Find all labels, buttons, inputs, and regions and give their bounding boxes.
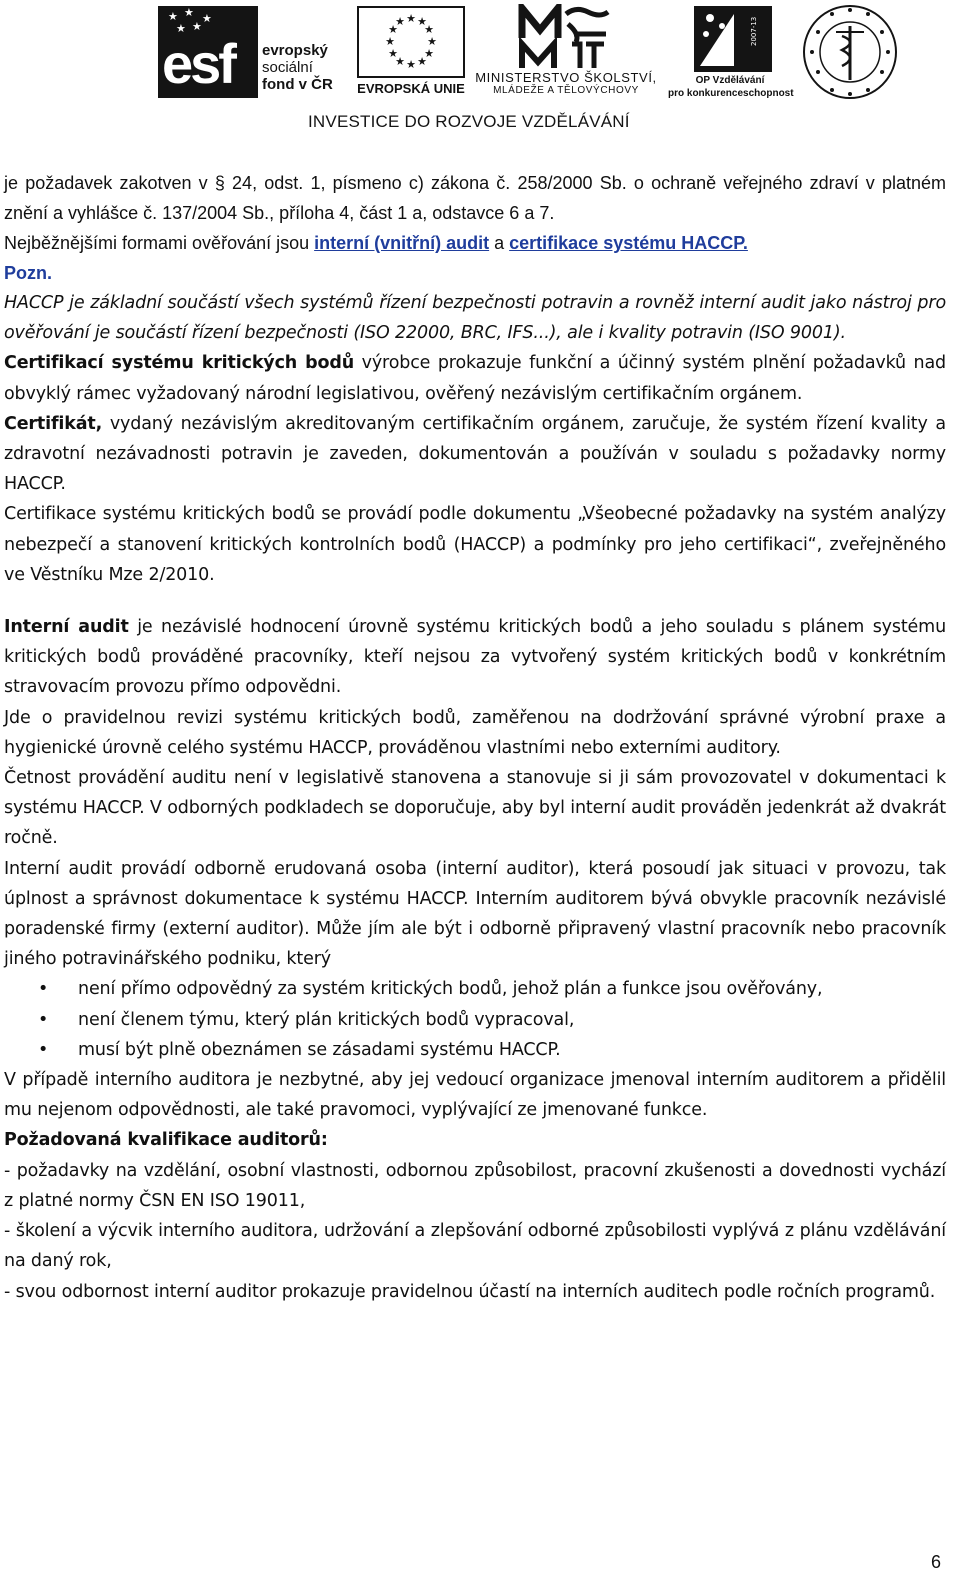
text-fragment: výrobce prokazuje funkční a účinný systém plnění požadavků nad obvyklý rámec vyžadovaný národní legislativou, ověřený nezávislým certifikačním orgánem. xyxy=(4,353,946,404)
auditor-requirements-list xyxy=(4,974,946,1065)
university-seal-icon xyxy=(798,2,902,102)
document-body xyxy=(4,168,946,1307)
svg-text:2007-13: 2007-13 xyxy=(750,16,758,46)
spacer xyxy=(4,590,946,612)
list-item: • není přímo odpovědný za systém kritických bodů, jehož plán a funkce jsou ověřovány, xyxy=(78,974,946,1004)
op-logo xyxy=(668,6,792,100)
bold-term: Certifikát, xyxy=(4,413,103,434)
svg-text:★: ★ xyxy=(424,23,434,36)
header-tagline: INVESTICE DO ROZVOJE VZDĚLÁVÁNÍ xyxy=(308,112,630,131)
page-number: 6 xyxy=(931,1552,942,1572)
list-item: • musí být plně obeznámen se zásadami systému HACCP. xyxy=(78,1035,946,1065)
dash-item: - požadavky na vzdělání, osobní vlastnosti, odbornou způsobilost, pracovní zkušenosti a dovednosti vychází z platné normy ČSN EN ISO 19011, xyxy=(4,1160,946,1211)
esf-line: sociální xyxy=(262,59,313,76)
page-header xyxy=(0,0,960,140)
svg-text:★: ★ xyxy=(385,35,395,48)
paragraph-legislation: je požadavek zakotven v § 24, odst. 1, písmeno c) zákona č. 258/2000 Sb. o ochraně veřejného zdraví v platném znění a vyhlášce č. 137/2004 Sb., příloha 4, část 1 a, odstavce 6 a 7. xyxy=(4,173,946,223)
op-line2: pro konkurenceschopnost xyxy=(668,88,794,99)
esf-line: fond v ČR xyxy=(262,76,333,93)
paragraph-certification-document: Certifikace systému kritických bodů se provádí podle dokumentu „Všeobecné požadavky na systém analýzy nebezpečí a stanovení kritických kontrolních bodů (HACCP) a podmínky pro jeho certifikaci“, zveřejněného ve Věstníku Mze 2/2010. xyxy=(4,504,946,585)
svg-text:★: ★ xyxy=(388,23,398,36)
esf-letters: esf xyxy=(162,32,234,95)
list-item: • není členem týmu, který plán kritických bodů vypracoval, xyxy=(78,1005,946,1035)
dash-item: - svou odbornost interní auditor prokazuje pravidelnou účastí na interních auditech podle ročních programů. xyxy=(4,1281,936,1302)
svg-text:★: ★ xyxy=(388,47,398,60)
text-fragment: vydaný nezávislým akreditovaným certifikačním orgánem, zaručuje, že systém řízení kvality a zdravotní nezávadnosti potravin je zaveden, dokumentován a používán v souladu s požadavky normy HACCP. xyxy=(4,413,946,495)
msmt-logo xyxy=(468,4,664,100)
text-fragment: Nejběžnějšími formami ověřování jsou xyxy=(4,233,315,253)
msmt-mark-icon xyxy=(516,4,616,70)
eu-logo xyxy=(355,6,467,98)
svg-text:★: ★ xyxy=(424,47,434,60)
eu-flag xyxy=(357,6,465,78)
university-seal xyxy=(798,2,902,102)
paragraph-certification xyxy=(4,348,946,408)
svg-text:★: ★ xyxy=(417,15,427,28)
esf-logo xyxy=(158,6,348,98)
dash-item: - školení a výcvik interního auditora, udržování a zlepšování odborné způsobilosti vyplývá z plánu vzdělávání na daný rok, xyxy=(4,1221,946,1272)
internal-audit-link[interactable]: interní (vnitřní) audit xyxy=(314,233,490,253)
esf-line: evropský xyxy=(262,42,328,59)
eu-label: EVROPSKÁ UNIE xyxy=(357,81,465,96)
op-line1: OP Vzdělávání xyxy=(695,75,765,86)
bold-heading: Požadovaná kvalifikace auditorů: xyxy=(4,1130,328,1151)
svg-text:★: ★ xyxy=(395,55,405,68)
msmt-line2: MLÁDEŽE A TĚLOVÝCHOVY xyxy=(493,85,639,96)
svg-text:★: ★ xyxy=(406,58,416,71)
svg-text:★: ★ xyxy=(406,12,416,25)
haccp-certification-link[interactable]: certifikace systému HACCP. xyxy=(509,233,748,253)
note-paragraph: HACCP je základní součástí všech systémů řízení bezpečnosti potravin a rovněž interní audit jako nástroj pro ověřování je součástí řízení bezpečnosti (ISO 22000, BRC, IFS...), ale i kvality potravin (ISO 9001). xyxy=(4,293,946,344)
paragraph-auditor: Interní audit provádí odborně erudovaná osoba (interní auditor), která posoudí jak situaci v provozu, tak úplnost a správnost dokumentace k systému HACCP. Interním auditorem bývá obvykle pracovník nezávislé poradenské firmy (externí auditor). Může jím ale být i odborně připravený vlastní pracovník nebo pracovník jiného potravinářského podniku, který xyxy=(4,858,946,970)
svg-text:★: ★ xyxy=(395,15,405,28)
text-fragment: a xyxy=(489,233,510,253)
paragraph-verification-forms xyxy=(4,228,946,258)
svg-text:★: ★ xyxy=(417,55,427,68)
op-mark-icon xyxy=(694,6,772,72)
bold-term: Interní audit xyxy=(4,617,129,638)
esf-mark: ★ ★ ★ ★ ★ esf xyxy=(158,6,258,98)
qualification-heading xyxy=(4,1125,946,1155)
paragraph-certificate xyxy=(4,409,946,500)
text-fragment: je nezávislé hodnocení úrovně systému kritických bodů a jeho souladu s plánem systému kritických bodů prováděné pracovníky, kteří nejsou za vytvořený systém kritických bodů v konkrétním stravovacím provozu přímo odpovědni. xyxy=(4,617,947,698)
note-label: Pozn. xyxy=(4,263,52,283)
paragraph-internal-audit xyxy=(4,612,946,703)
paragraph-frequency: Četnost provádění auditu není v legislativě stanovena a stanovuje si ji sám provozovatel v dokumentaci k systému HACCP. V odborných podkladech se doporučuje, aby byl interní audit prováděn jedenkrát až dvakrát ročně. xyxy=(4,768,946,849)
paragraph-appointment: V případě interního auditora je nezbytné, aby jej vedoucí organizace jmenoval interním auditorem a přidělil mu nejenom odpovědnosti, ale také pravomoci, vyplývající ze jmenované funkce. xyxy=(4,1070,946,1121)
svg-text:★: ★ xyxy=(427,35,437,48)
bold-term: Certifikací systému kritických bodů xyxy=(4,353,355,374)
paragraph-revision: Jde o pravidelnou revizi systému kritických bodů, zaměřenou na dodržování správné výrobní praxe a hygienické úrovně celého systému HACCP, prováděnou vlastními nebo externími auditory. xyxy=(4,707,946,758)
msmt-line1: MINISTERSTVO ŠKOLSTVÍ, xyxy=(475,70,657,85)
eu-stars-icon xyxy=(359,8,463,76)
esf-text xyxy=(262,42,333,93)
